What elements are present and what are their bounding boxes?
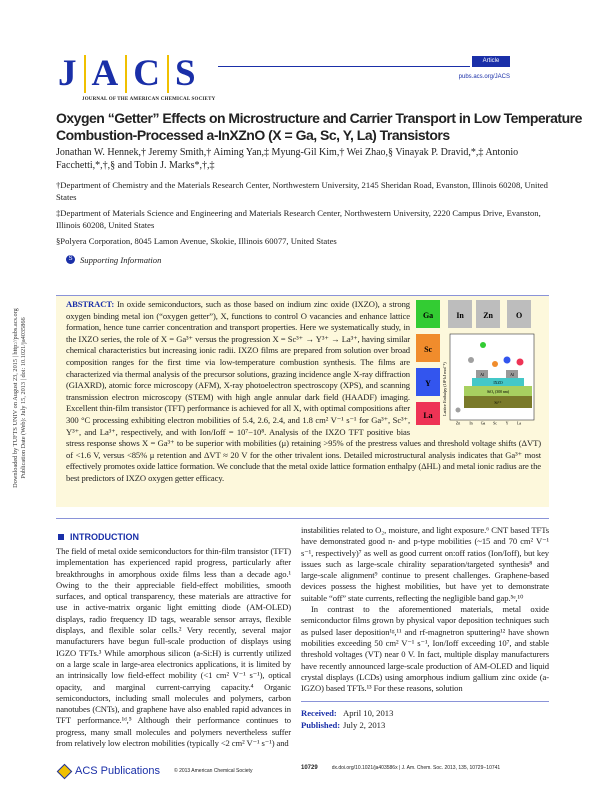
download-line: Downloaded by TUFTS UNIV on August 23, 2015 | http://pubs.acs.org [12, 308, 19, 488]
tile-label: O [515, 311, 523, 320]
publication-date-line: Publication Date (Web): July 15, 2013 | doi: 10.1021/ja4035866 [20, 317, 27, 479]
logo-letter: A [91, 53, 120, 94]
doi-citation[interactable]: dx.doi.org/10.1021/ja403586x | J. Am. Chem. Soc. 2013, 135, 10729−10741 [331, 765, 501, 771]
abstract [66, 299, 541, 485]
x-tick: La [516, 420, 522, 425]
affiliation: ‡Department of Materials Science and Engineering and Materials Research Center, Northwestern University, 2220 Campus Drive, Evanston, Illinois 60208, United States [56, 208, 541, 230]
x-tick: Zn [455, 420, 461, 425]
logo-letter: J [58, 53, 78, 94]
supporting-info-icon: S [66, 255, 75, 264]
x-tick: Y [505, 420, 509, 425]
tile-label: Ga [422, 311, 434, 320]
intro-paragraph-left: The field of metal oxide semiconductors for thin-film transistor (TFT) implementation has experienced rapid progress, particularly after breakthroughs in amorphous oxide films less than a decade ago.¹ Owing to the their appreciable field-effect mobilities, smooth surfaces, and optical transparency, these materials are attractive for use in active-matrix organic light emitting diode (AM-OLED) displays, radio frequency ID tags, wearable sensor arrays, flexible displays, and flexible solar cells.² Very recently, several major manufacturers have begun full-scale production of displays using IGZO TFTs.³ While amorphous silicon (a-Si:H) is currently utilized on a large scale in large-area electronics applications, it is limited by an intrinsically low field-effect mobility (<1 cm² V⁻¹ s⁻¹), optical opacity, and marginal current-carrying capacity.⁴ Organic semiconductors, including small molecules and polymers, carbon nanotubes (CNTs), and graphene have also enabled rapid advances in TFT performance.¹ᵈ,⁵ Although their performance continues to progress, many small molecules and polymers nevertheless suffer from relatively low electron mobilities (typically <2 cm² V⁻¹ s⁻¹) and [56, 546, 291, 749]
section-bullet-icon [58, 534, 64, 540]
logo-divider [125, 55, 127, 93]
download-notice [0, 240, 30, 560]
dates-divider [301, 701, 549, 702]
published-label: Published: [301, 719, 341, 730]
supporting-info-label: Supporting Information [80, 254, 162, 265]
footer-left [56, 759, 291, 783]
published-date: July 2, 2013 [343, 719, 386, 730]
section-divider [56, 518, 549, 519]
jacs-logo [58, 52, 197, 95]
author-list: Jonathan W. Hennek,† Jeremy Smith,† Aiming Yan,‡ Myung-Gil Kim,† Wei Zhao,§ Vinayak P. Dravid,*,‡ Antonio Facchetti,*,†,§ and Tobin J. Marks*,†,‡ [56, 147, 519, 171]
heading-text: INTRODUCTION [70, 532, 139, 542]
abstract-body: In oxide semiconductors, such as those based on indium zinc oxide (IXZO), a strong oxygen binding metal ion (“oxygen getter”), X, functions to control O vacancies and enhance lattice formation, hence tune carrier concentration and transport properties. Here we systematically study, in the IXZO series, the role of X = Ga³⁺ versus the progression X = Sc³⁺ → Y³⁺ → La³⁺, having similar chemical characteristics but increasing ionic radii. IXZO films are prepared from solution over broad composition ranges for the first time via low-temperature combustion synthesis. The films are characterized via thermal analysis of the precursor solutions, grazing incidence angle X-ray diffraction (GIAXRD), atomic force microscopy (AFM), X-ray photoelectron spectroscopy (XPS), and scanning transmission electron microscopy (STEM) with high angle annular dark field (HAADF) imaging. Excellent thin-film transistor (TFT) performance is achieved for all X, with optimal compositions after 300 °C processing exhibiting electron mobilities of 5.4, 2.6, 2.4, and 1.8 cm² V⁻¹ s⁻¹ for Ga³⁺, Sc³⁺, Y³⁺, and La³⁺, respectively, and with Ion/Ioff = 10⁷−10⁸. Analysis of the IXZO TFT positive bias stress response shows X = Ga³⁺ to be superior with mobilities (μ) retaining >95% of the prestress values and threshold voltage shifts (ΔVT) of <1.6 V, versus <85% μ retention and ΔVT ≈ 20 V for the other trivalent ions. Detailed microstructural analysis indicates that Ga³⁺ most effectively promotes oxide lattice formation. We conclude that the metal oxide lattice formation enthalpy (ΔHL) and metal ionic radius are the best predictors of IXZO oxygen getter efficacy. [66, 299, 541, 483]
supporting-information-link[interactable] [66, 255, 591, 265]
journal-url-link[interactable]: pubs.acs.org/JACS [458, 74, 510, 80]
abstract-label: ABSTRACT: [66, 299, 115, 309]
data-point-ga [480, 342, 486, 348]
data-point-la [517, 359, 524, 366]
copyright: © 2013 American Chemical Society [174, 768, 253, 774]
layer-label: Si⁺⁺ [494, 400, 502, 405]
tile-label: Sc [424, 345, 432, 354]
data-point-zn [456, 408, 461, 413]
acs-publications-logo [59, 765, 160, 777]
layer-label: SiO₂ (300 nm) [486, 389, 510, 394]
received-label: Received: [301, 708, 337, 719]
y-axis-label: Lattice Enthalpy (10³ kJ mol⁻¹) [442, 362, 447, 416]
x-tick: Sc [493, 420, 497, 425]
logo-divider [84, 55, 86, 93]
logo-divider [167, 55, 169, 93]
toc-graphic [416, 298, 541, 425]
tile-label: Zn [483, 311, 493, 320]
publisher-name: ACS Publications [75, 765, 160, 777]
x-tick: Ga [480, 420, 486, 425]
tile-label: Y [425, 379, 431, 388]
publication-dates [301, 708, 549, 731]
acs-logo-icon [57, 763, 73, 779]
data-point-sc [492, 361, 498, 367]
article-header [56, 110, 591, 265]
intro-paragraph-right-2: In contrast to the aforementioned materials, metal oxide semiconductor films grown by physical vapor deposition techniques such as pulsed laser deposition¹ᵍ,¹¹ and rf-magnetron sputtering¹² have shown mobilities exceeding 50 cm² V⁻¹ s⁻¹, Ion/Ioff exceeding 10⁷, and stable threshold voltages (VT) near 0 V. In fact, multiple display manufacturers have recently announced large-scale production of AM-OLED and liquid crystal displays (LCDs) using amorphous indium gallium zinc oxide (a-IGZO) based TFTs.¹³ For these reasons, solution [301, 604, 549, 694]
introduction-heading [58, 532, 139, 542]
right-column [301, 525, 549, 783]
data-point-in [468, 357, 474, 363]
layer-label: Al [480, 372, 484, 377]
received-date: April 10, 2013 [343, 708, 394, 719]
x-tick: In [469, 420, 473, 425]
left-column [56, 546, 291, 783]
affiliation: §Polyera Corporation, 8045 Lamon Avenue, Skokie, Illinois 60077, United States [56, 236, 337, 246]
logo-letter: S [174, 53, 197, 94]
intro-paragraph-right-1: instabilities related to O₂, moisture, and light exposure.⁶ CNT based TFTs have demonstrated good n- and p-type mobilities (~15 and 70 cm² V⁻¹ s⁻¹, respectively)⁷ as well as good current on:off ratios (Ion/Ioff), but key issues such as large-scale chirality separation/targeted synthesis⁸ and large-scale alignment⁹ continue to present challenges. Graphene-based devices possess the highest mobilities, but have yet to demonstrate suitable “off” state currents, reflecting the negligible band gap.⁵ᵉ,¹⁰ [301, 525, 549, 603]
layer-label: Al [510, 372, 514, 377]
logo-letter: C [133, 53, 161, 94]
layer-label: IXZO [493, 380, 503, 385]
paper-title: Oxygen “Getter” Effects on Microstructure and Carrier Transport in Low Temperature Combustion-Processed a-InXZnO (X = Ga, Sc, Y, La) Transistors [56, 110, 582, 143]
article-type-badge: Article [472, 56, 510, 67]
header-rule [218, 66, 470, 67]
journal-name: JOURNAL OF THE AMERICAN CHEMICAL SOCIETY [82, 97, 216, 102]
data-point-y [504, 357, 511, 364]
tile-label: La [423, 411, 433, 420]
tile-label: In [456, 311, 464, 320]
page-number: 10729 [301, 765, 318, 771]
footer-right [301, 765, 549, 783]
affiliation: †Department of Chemistry and the Materials Research Center, Northwestern University, 2145 Sheridan Road, Evanston, Illinois 60208, United States [56, 180, 548, 202]
